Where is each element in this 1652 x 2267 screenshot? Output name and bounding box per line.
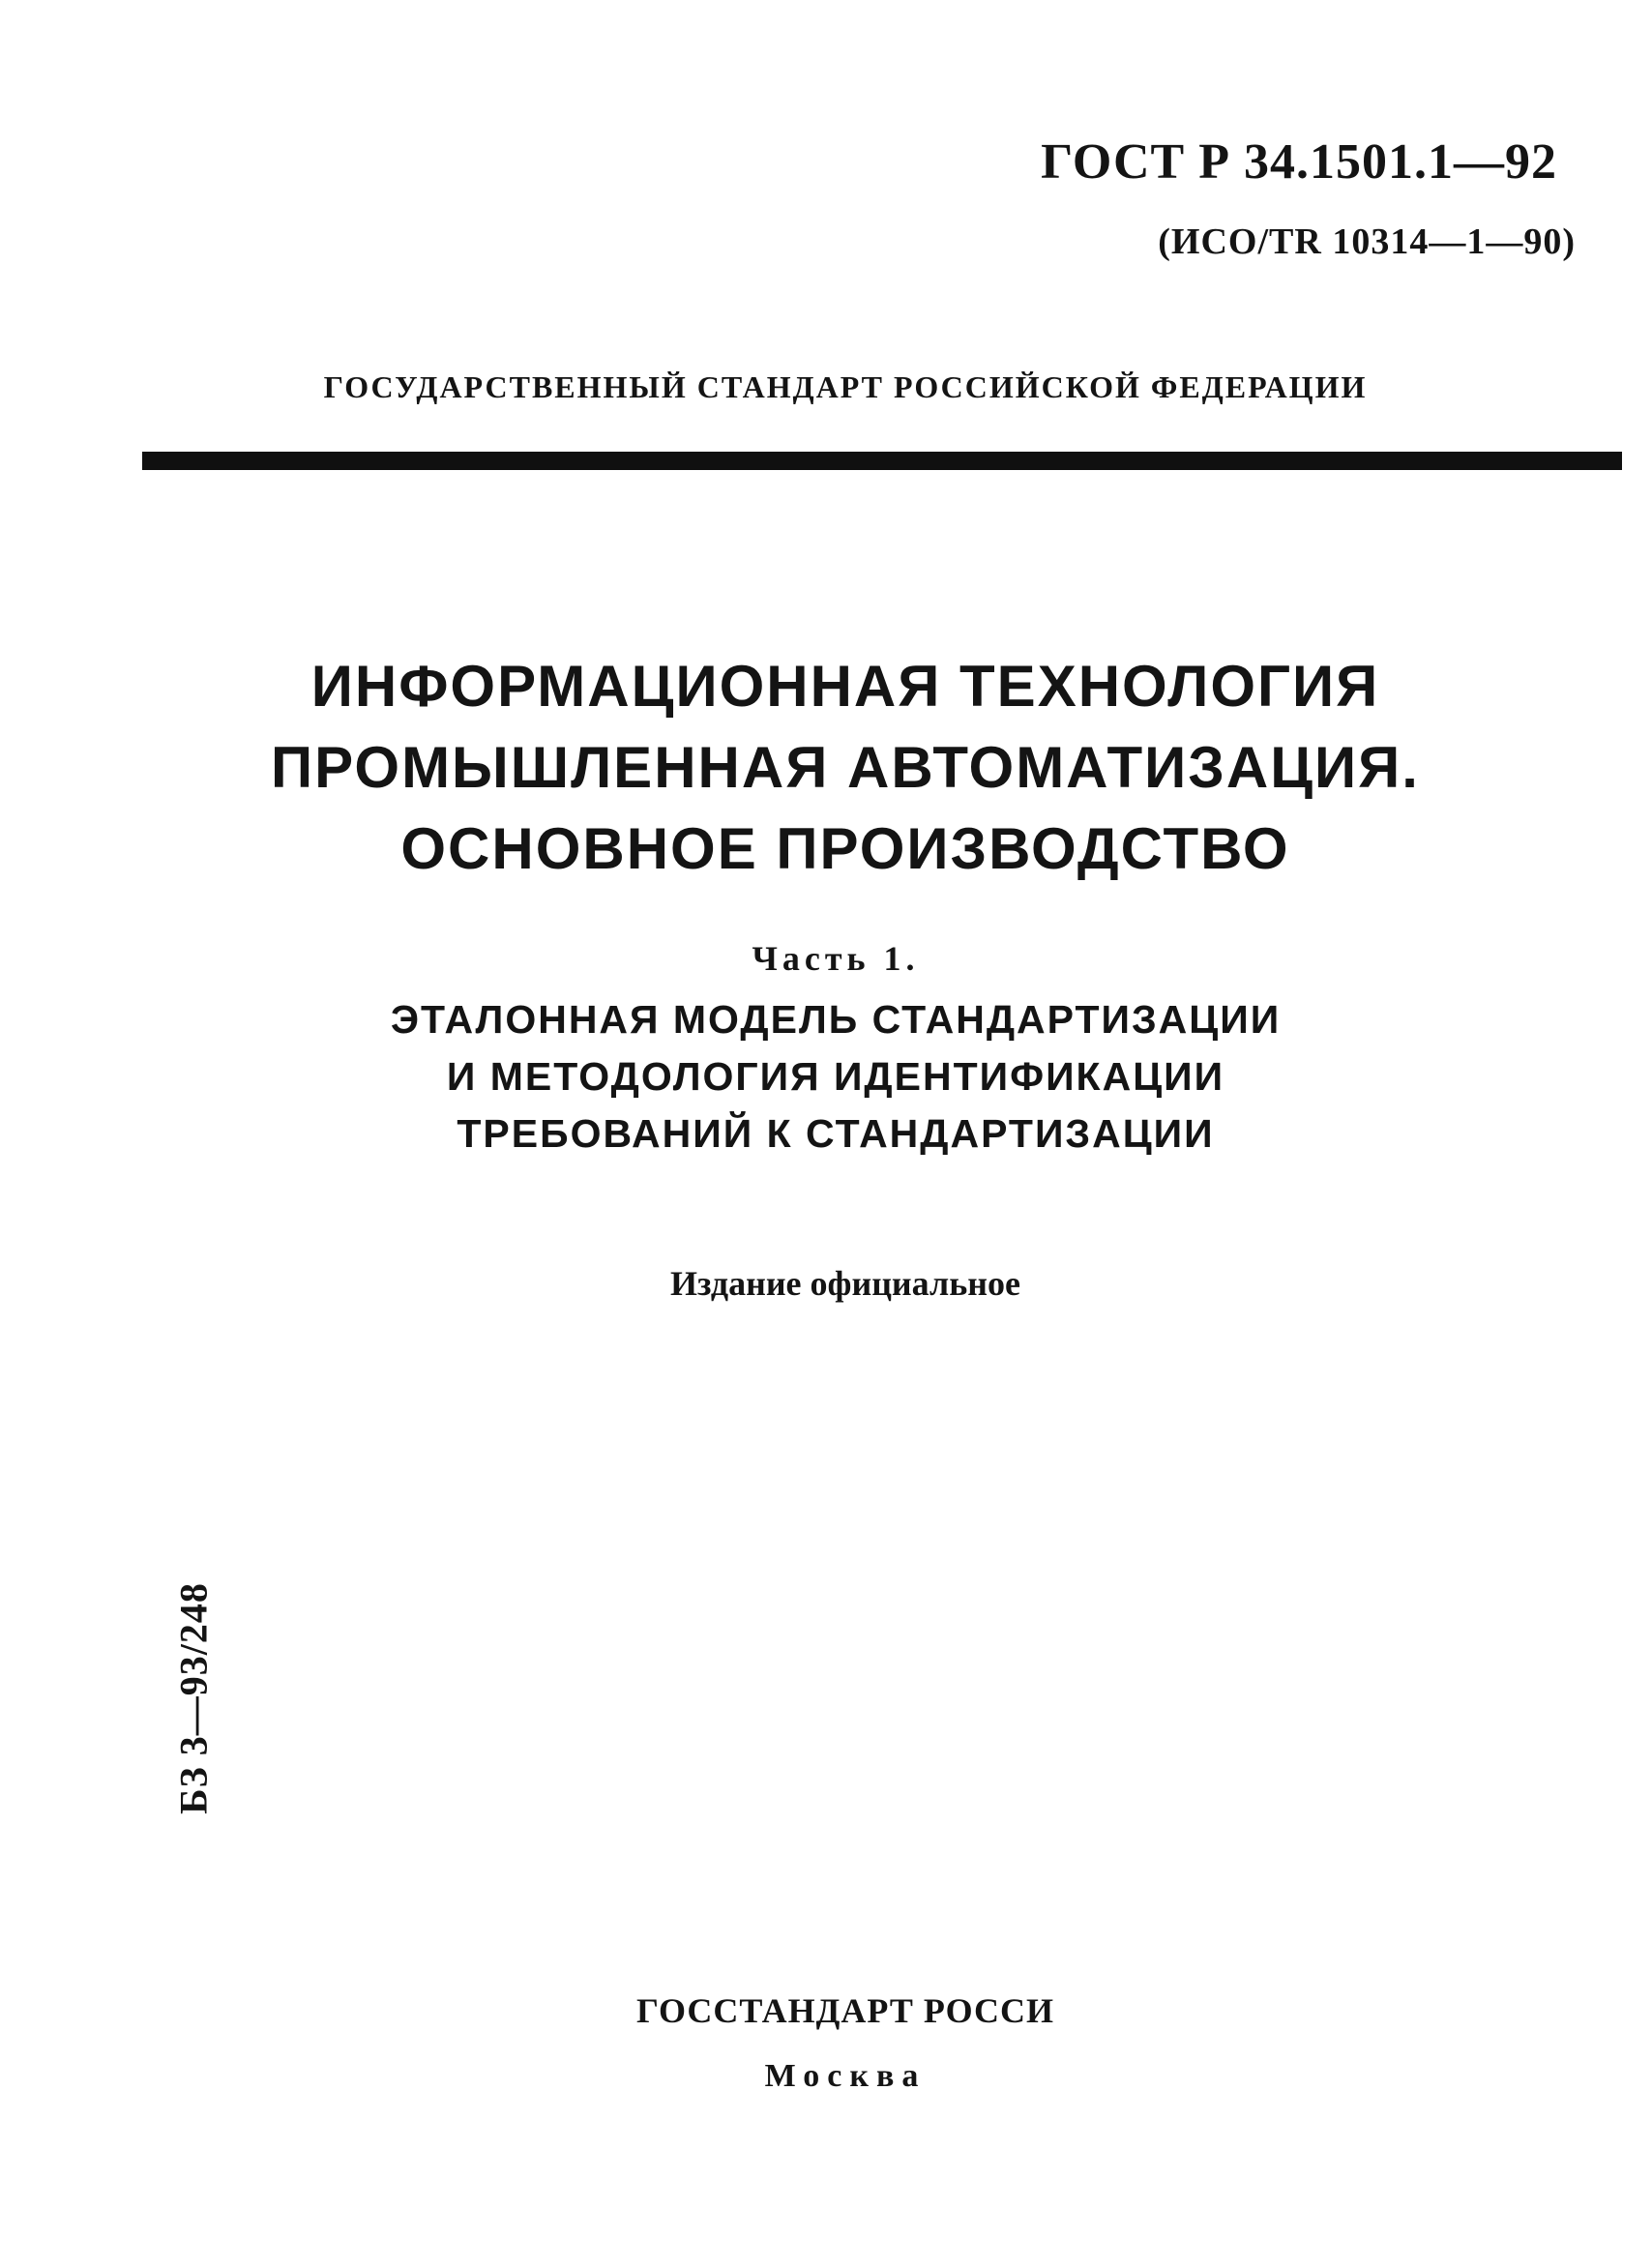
main-title-line: ОСНОВНОЕ ПРОИЗВОДСТВО [400,816,1290,881]
part-title-line: ЭТАЛОННАЯ МОДЕЛЬ СТАНДАРТИЗАЦИИ [390,997,1282,1042]
part-title-line: ТРЕБОВАНИЙ К СТАНДАРТИЗАЦИИ [457,1111,1215,1156]
iso-code: (ИСО/TR 10314—1—90) [1158,221,1576,262]
edition-label: Издание официальное [670,1264,1020,1303]
header-rule [142,452,1622,470]
part-title [0,991,1652,1163]
state-standard-heading: ГОСУДАРСТВЕННЫЙ СТАНДАРТ РОССИЙСКОЙ ФЕДЕРАЦИИ [323,369,1368,404]
city: Москва [764,2058,927,2094]
part-label: Часть 1. [752,939,920,978]
main-title-line: ПРОМЫШЛЕННАЯ АВТОМАТИЗАЦИЯ. [271,735,1420,800]
part-title-line: И МЕТОДОЛОГИЯ ИДЕНТИФИКАЦИИ [446,1054,1225,1099]
side-code: БЗ 3—93/248 [171,1582,216,1814]
publisher: ГОССТАНДАРТ РОССИ [635,1991,1055,2030]
gost-code: ГОСТ Р 34.1501.1—92 [1041,134,1557,190]
main-title [0,646,1652,890]
main-title-line: ИНФОРМАЦИОННАЯ ТЕХНОЛОГИЯ [310,654,1380,719]
